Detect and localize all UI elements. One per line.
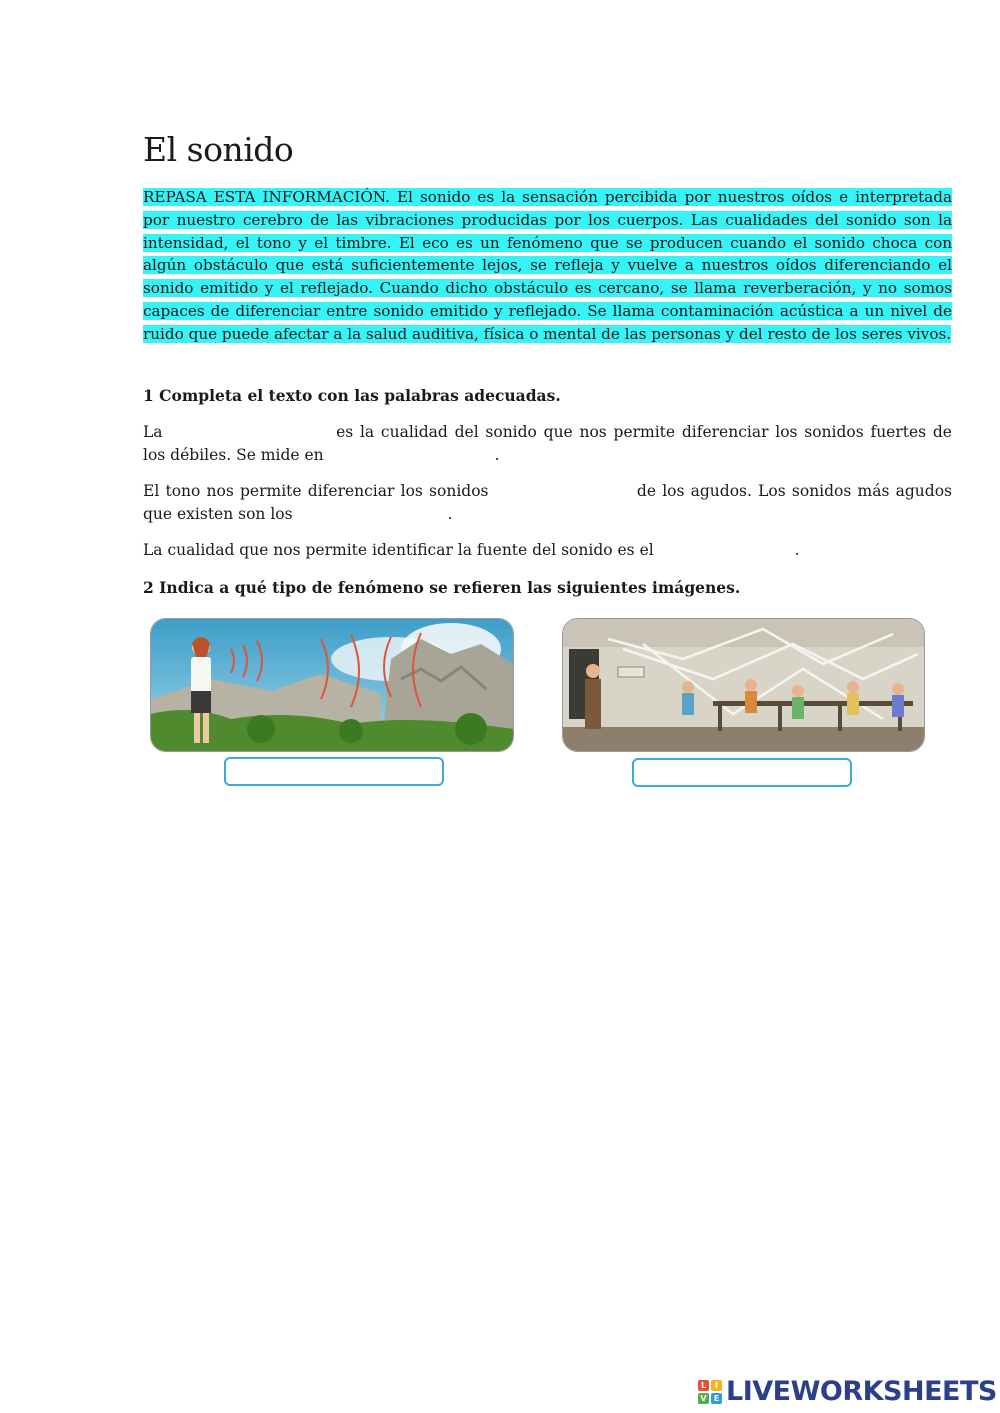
- exercise-2-heading: 2 Indica a qué tipo de fenómeno se refieren las siguientes imágenes.: [143, 578, 741, 597]
- exercise-1-paragraph-2: El tono nos permite diferenciar los sonidos de los agudos. Los sonidos más agudos que existen son los .: [143, 482, 952, 523]
- blank-tone[interactable]: [495, 483, 631, 501]
- reverberation-illustration: [562, 618, 925, 752]
- logo-icon: L I V E: [698, 1380, 722, 1404]
- brand-name: LIVEWORKSHEETS: [726, 1376, 997, 1407]
- brand-logo: [698, 1376, 997, 1407]
- exercise-1-paragraph-1: La es la cualidad del sonido que nos permite diferenciar los sonidos fuertes de los débiles. Se mide en .: [143, 423, 952, 464]
- answer-input-1[interactable]: [224, 757, 444, 786]
- page-title: El sonido: [143, 130, 294, 169]
- intro-paragraph: [143, 186, 952, 346]
- intro-text: El sonido es la sensación percibida por nuestros oídos e interpretada por nuestro cerebro de las vibraciones producidas por los cuerpos. Las cualidades del sonido son la intensidad, el tono y el timbre. El eco es un fenómeno que se producen cuando el sonido choca con algún obstáculo que está suficientemente lejos, se refleja y vuelve a nuestros oídos diferenciando el sonido emitido y el reflejado. Cuando dicho obstáculo es cercano, se llama reverberación, y no somos capaces de diferenciar entre sonido emitido y reflejado. Se llama contaminación acústica a un nivel de ruido que puede afectar a la salud auditiva, física o mental de las personas y del resto de los seres vivos.: [143, 188, 953, 343]
- intro-lead: REPASA ESTA INFORMACIÓN.: [143, 188, 390, 206]
- exercise-1-paragraph-3: La cualidad que nos permite identificar la fuente del sonido es el .: [143, 541, 800, 559]
- echo-illustration: [150, 618, 514, 752]
- blank-unit[interactable]: [329, 447, 495, 465]
- blank-intensity[interactable]: [169, 424, 329, 442]
- blank-timbre[interactable]: [659, 542, 795, 560]
- blank-highest-sounds[interactable]: [298, 506, 448, 524]
- exercise-1-heading: 1 Completa el texto con las palabras adecuadas.: [143, 386, 561, 405]
- answer-input-2[interactable]: [632, 758, 852, 787]
